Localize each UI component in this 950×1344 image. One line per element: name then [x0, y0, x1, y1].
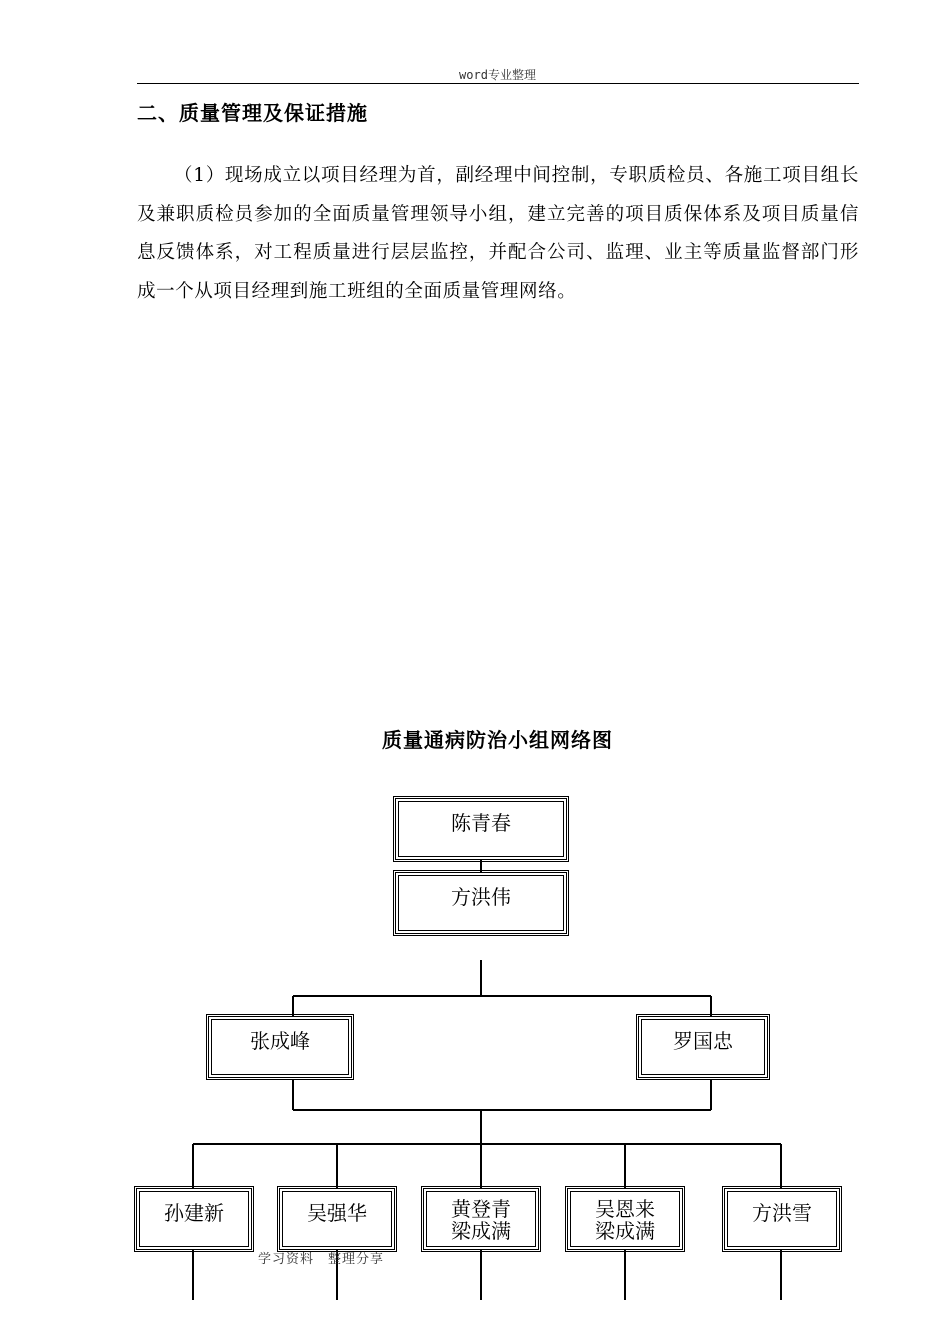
- org-chart-title: 质量通病防治小组网络图: [382, 728, 613, 752]
- org-node-level3-right: [638, 1016, 768, 1078]
- org-node-level4-4: [567, 1188, 683, 1250]
- org-node-label: 张成峰: [250, 1029, 310, 1053]
- page-footer-text: 学习资料 整理分享: [258, 1252, 385, 1267]
- body-paragraph: （1）现场成立以项目经理为首，副经理中间控制，专职质检员、各施工项目组长及兼职质检员参加的全面质量管理领导小组，建立完善的项目质保体系及项目质量信息反馈体系，对工程质量进行层层监控，并配合公司、监理、业主等质量监督部门形成一个从项目经理到施工班组的全面质量管理网络。: [137, 165, 859, 302]
- org-node-label: 梁成满: [595, 1219, 655, 1243]
- org-node-label: 黄登青: [451, 1197, 511, 1221]
- page-header-text: word专业整理: [459, 68, 536, 82]
- org-node-level4-1: [136, 1188, 252, 1250]
- org-node-label: 陈青春: [451, 811, 511, 835]
- section-heading: 二、质量管理及保证措施: [137, 101, 368, 125]
- org-node-level4-5: [724, 1188, 840, 1250]
- org-node-label: 吴强华: [307, 1201, 367, 1225]
- org-node-level1: [395, 798, 567, 860]
- org-node-label: 方洪伟: [451, 885, 511, 909]
- org-node-label: 吴恩来: [595, 1197, 655, 1221]
- org-node-level2: [395, 872, 567, 934]
- org-node-level3-left: [208, 1016, 352, 1078]
- org-node-label: 罗国忠: [673, 1029, 733, 1053]
- org-node-label: 方洪雪: [752, 1201, 812, 1225]
- org-node-level4-2: [279, 1188, 395, 1250]
- org-node-label: 梁成满: [451, 1219, 511, 1243]
- org-node-level4-3: [423, 1188, 539, 1250]
- org-node-label: 孙建新: [164, 1201, 224, 1225]
